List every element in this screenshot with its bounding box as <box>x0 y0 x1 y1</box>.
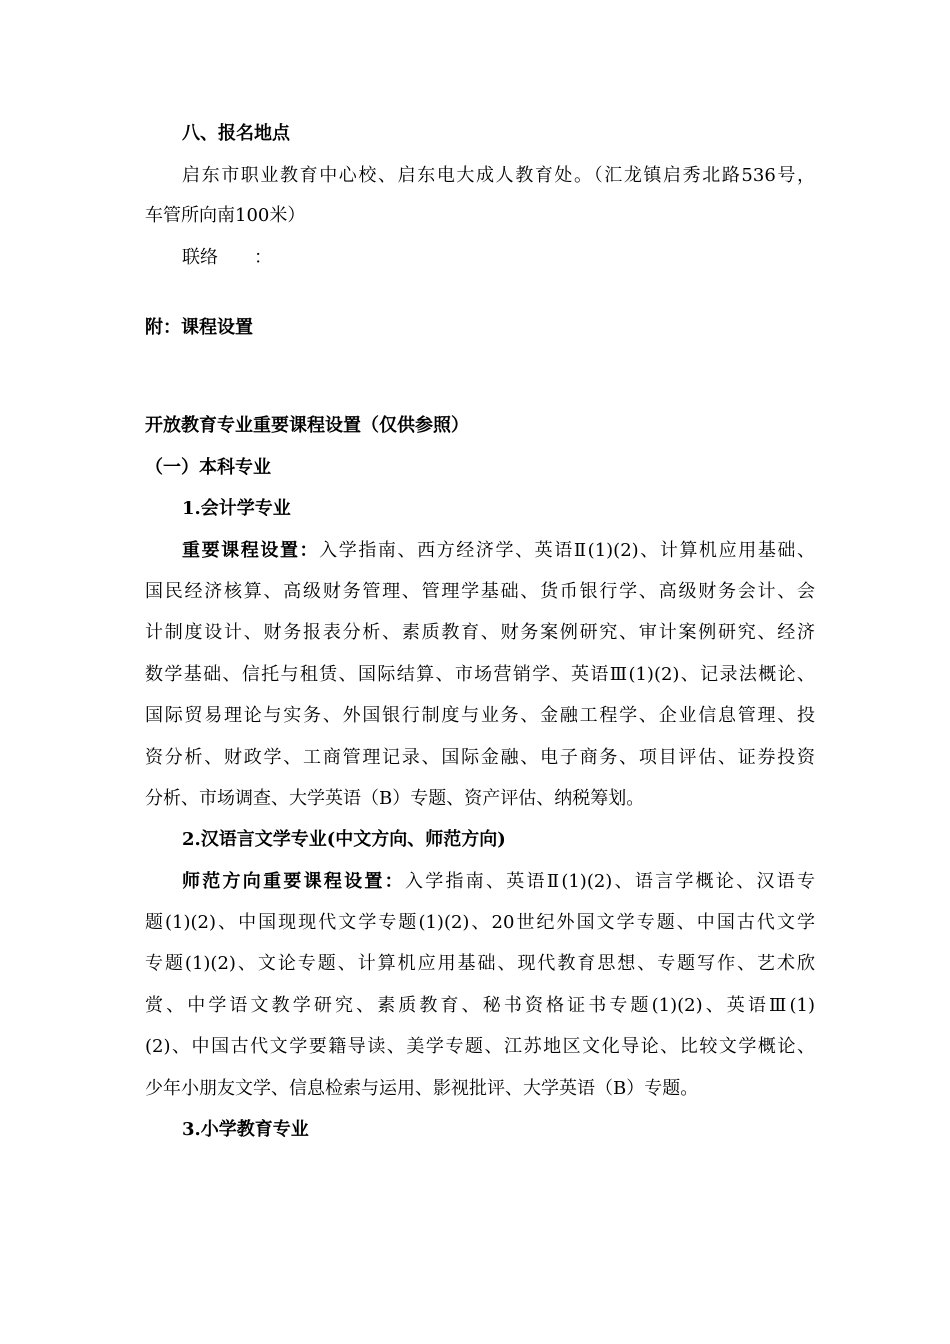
accounting-label: 重要课程设置： <box>182 540 320 561</box>
contact-label: 联络 <box>182 247 218 268</box>
chinese-line-5: (2)、中国古代文学要籍导读、美学专题、江苏地区文化导论、比较文学概论、 <box>145 1036 815 1057</box>
chinese-label: 师范方向重要课程设置： <box>182 871 405 892</box>
accounting-line-7: 分析、市场调查、大学英语（B）专题、资产评估、纳税筹划。 <box>145 788 645 809</box>
contact-line <box>182 246 815 270</box>
chinese-line-2: 题(1)(2)、中国现现代文学专题(1)(2)、20世纪外国文学专题、中国古代文学 <box>145 912 815 933</box>
chinese-line-4: 赏、中学语文教学研究、素质教育、秘书资格证书专题(1)(2)、英语Ⅲ(1) <box>145 995 815 1016</box>
registration-address-line-1: 启东市职业教育中心校、启东电大成人教育处。（汇龙镇启秀北路536号， <box>182 165 815 186</box>
accounting-heading: 1.会计学专业 <box>182 498 291 519</box>
appendix-heading: 附：课程设置 <box>145 317 253 338</box>
accounting-line-5: 国际贸易理论与实务、外国银行制度与业务、金融工程学、企业信息管理、投 <box>145 705 815 726</box>
accounting-line-3: 计制度设计、财务报表分析、素质教育、财务案例研究、审计案例研究、经济 <box>145 622 815 643</box>
accounting-text-1: 入学指南、西方经济学、英语Ⅱ(1)(2)、计算机应用基础、 <box>319 540 815 561</box>
chinese-text-1: 入学指南、英语Ⅱ(1)(2)、语言学概论、汉语专 <box>404 871 815 892</box>
chinese-line-3: 专题(1)(2)、文论专题、计算机应用基础、现代教育思想、专题写作、艺术欣 <box>145 953 815 974</box>
accounting-line-6: 资分析、财政学、工商管理记录、国际金融、电子商务、项目评估、证券投资 <box>145 747 815 768</box>
accounting-line-1 <box>182 539 815 563</box>
courses-title: 开放教育专业重要课程设置（仅供参照） <box>145 415 469 436</box>
chinese-line-6: 少年小朋友文学、信息检索与运用、影视批评、大学英语（B）专题。 <box>145 1078 699 1099</box>
accounting-line-2: 国民经济核算、高级财务管理、管理学基础、货币银行学、高级财务会计、会 <box>145 581 815 602</box>
section-heading-registration-location: 八、报名地点 <box>182 123 290 144</box>
registration-address-line-2: 车管所向南100米） <box>145 205 306 226</box>
contact-colon: ： <box>254 247 272 268</box>
accounting-line-4: 数学基础、信托与租赁、国际结算、市场营销学、英语Ⅲ(1)(2)、记录法概论、 <box>145 664 815 685</box>
chinese-heading: 2.汉语言文学专业(中文方向、师范方向) <box>182 829 506 850</box>
chinese-line-1 <box>182 870 815 894</box>
undergrad-heading: （一）本科专业 <box>145 457 271 478</box>
primary-education-heading: 3.小学教育专业 <box>182 1119 309 1140</box>
